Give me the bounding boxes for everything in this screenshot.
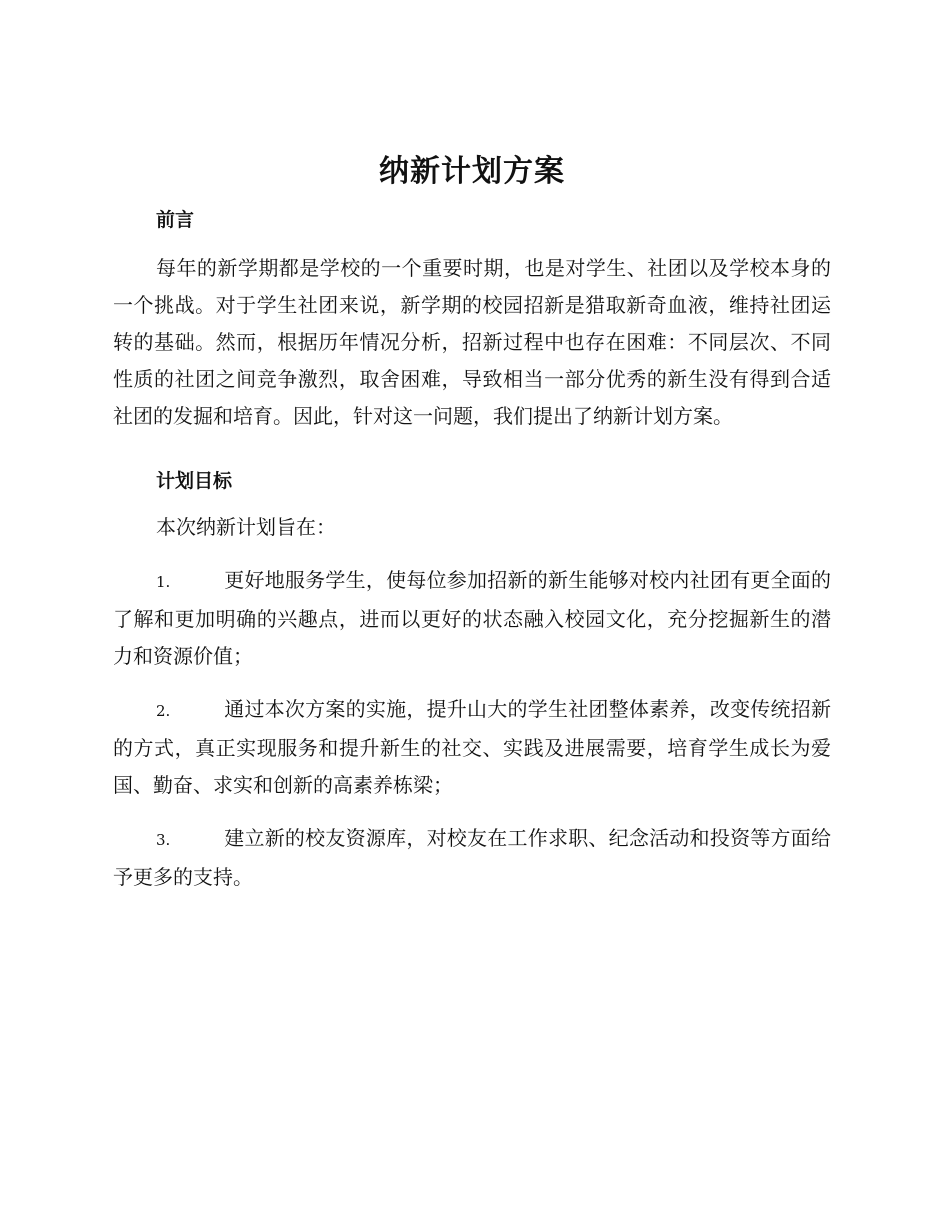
goals-intro: 本次纳新计划旨在：	[156, 515, 336, 539]
document-title: 纳新计划方案	[379, 154, 565, 189]
list-item-text: 通过本次方案的实施，提升山大的学生社团整体素养，改变传统招新的方式，真正实现服务和提升新生的社交、实践及进展需要，培育学生成长为爱国、勤奋、求实和创新的高素养栋梁；	[113, 697, 831, 797]
list-item-text: 更好地服务学生，使每位参加招新的新生能够对校内社团有更全面的了解和更加明确的兴趣点，进而以更好的状态融入校园文化，充分挖掘新生的潜力和资源价值；	[113, 568, 831, 668]
spacer	[113, 435, 831, 455]
preface-paragraph: 每年的新学期都是学校的一个重要时期，也是对学生、社团以及学校本身的一个挑战。对于学生社团来说，新学期的校园招新是猎取新奇血液，维持社团运转的基础。然而，根据历年情况分析，招新过程中也存在困难：不同层次、不同性质的社团之间竞争激烈，取舍困难，导致相当一部分优秀的新生没有得到合适社团的发掘和培育。因此，针对这一问题，我们提出了纳新计划方案。	[113, 256, 831, 428]
document-body	[113, 150, 831, 896]
section-heading-preface: 前言	[156, 209, 195, 231]
list-item	[113, 562, 831, 675]
list-item-text: 建立新的校友资源库，对校友在工作求职、纪念活动和投资等方面给予更多的支持。	[113, 826, 831, 889]
list-item	[113, 691, 831, 804]
list-item-number: 1.	[156, 573, 171, 591]
list-item-number: 3.	[156, 831, 171, 849]
section-heading-goals: 计划目标	[156, 470, 233, 492]
list-item-number: 2.	[156, 702, 171, 720]
spacer	[113, 546, 831, 562]
spacer	[113, 495, 831, 509]
spacer	[113, 234, 831, 250]
list-item	[113, 820, 831, 896]
spacer	[113, 675, 831, 691]
spacer	[113, 804, 831, 820]
